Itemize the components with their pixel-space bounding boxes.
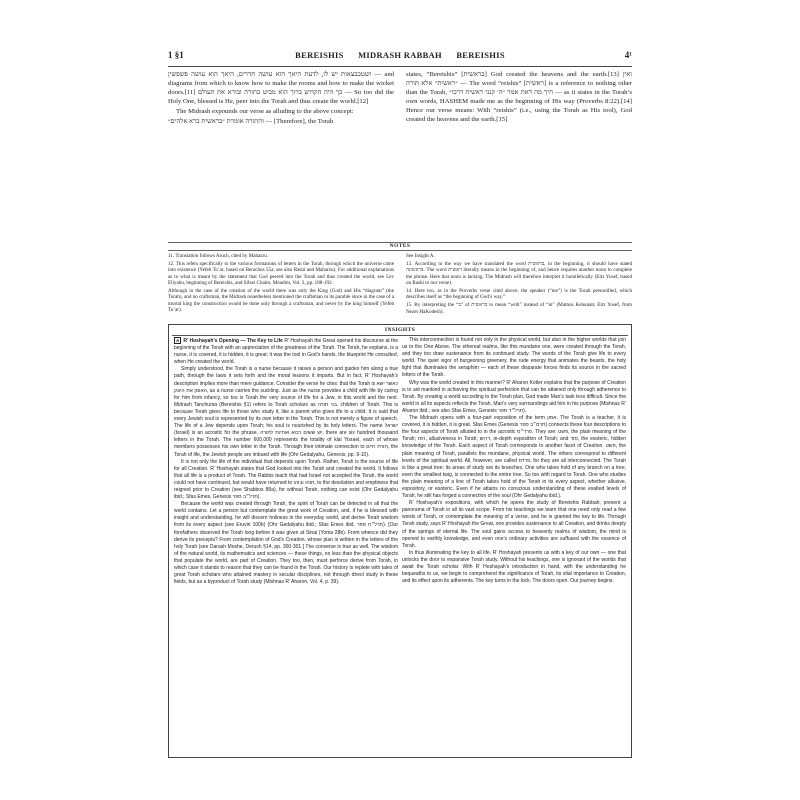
notes-left-column: [168, 253, 394, 323]
notes-section: [168, 253, 632, 323]
note-item: 11. Translation follows Aruch, cited by Maharzu.: [168, 253, 269, 259]
main-text-left-column: [168, 70, 394, 240]
insights-left-column: [174, 337, 398, 753]
insights-columns: [174, 337, 626, 753]
running-title-center: MIDRASH RABBAH: [358, 50, 442, 60]
insight-paragraph: Why was the world created in this manner? R’ Aharon Kotler explains that the purpose of Creation is to aid mankind in achieving the spiritual perfection that can be attained only through adherence to Torah. By creating a world according to the Torah plan, God made Man’s task less difficult. Since the world in all its aspects reflects the Torah, Man’s very surroundings aid him in his purpose (Mishnas R’ Aharon ibid.; see also Sfas Emes, Genesis תרל״ד ספר).: [402, 379, 626, 414]
main-text-right-column: [406, 70, 632, 240]
note-item: 14. Here too, as in the Proverbs verse cited above, the speaker (“me”) is the Torah personified, which describes itself as “the beginning of God’s way.”: [406, 288, 632, 301]
insight-heading: R’ Hoshayah’s Opening — The Key to Life: [183, 338, 283, 344]
insight-paragraph: It is not only the life of the individual that depends upon Torah. Rather, Torah is the source of life for all Creation. R’ Hoshayah states that God looked into the Torah and created the world. It follows that all life is a product of Torah. The Rabbis teach that had Israel not accepted the Torah, the world could not have continued, but would have returned to תוהו ובוהו, to the desolation and emptiness that reigned prior to Creation (see Shabbos 88a), for without Torah, nothing can exist (Ohr Gedalyahu ibid.; Sfas Emes, Genesis תרל״ב ספר).: [174, 458, 398, 501]
insight-paragraph: The Midrash opens with a four-part exposition of the term אמון. The Torah is a teacher, it is covered, it is hidden, it is great. Sfas Emes (Genesis תרמ״ב ספר) connects these four descriptions to the four aspects of Torah alluded to in the acrostic פרד״ס. They are: פשט, the plain meaning of the Torah; רמז, allusiveness in Torah; דרוש, in-depth exposition of Torah; and סוד, the esoteric, hidden knowledge of the Torah. Each aspect of Torah corresponds to another facet of Creation. פשט, the plain meaning of Torah, parallels the mundane, physical world. The others correspond to different levels of the spiritual world. All, however, are called פרדס, for they are all interconnected. The Torah is like a great tree; its areas of study are its branches. One who takes hold of any branch on a tree, even the smallest twig, is connected to the entire tree. So too with regard to Torah. One who studies the plain meaning of a line of Torah takes hold of the Torah in its every aspect, whether allusive, expository, or esoteric. Even if he attains no conscious understanding of these exalted levels of Torah, he still has forged a connection of the soul (Ohr Gedalyahu ibid.).: [402, 415, 626, 500]
insight-paragraph: This interconnection is found not only in the physical world, but also in the higher worlds that join us to the One Above. The ethereal realms, like this mundane one, were created through the Torah, and they too draw sustenance from its continued study. The words of the Torah give life to every world. The quiet vigor of burgeoning greenery, the rude energy that animates the beasts, the holy light that illuminates the seraphim — each of these disparate forces finds its source in the sacred letters of the Torah.: [402, 337, 626, 379]
main-text-paragraph: ושטכבצאות יש לו, לדעת היאך הוא עושה חדרים, היאך הוא עושה פשפשין — and diagrams from which to know how to make the rooms and how to make the wicket doors.[11] כך היה הקדוש ברוך הוא מביט בתורה ובורא את העולם — So too did the Holy One, blessed is He, peer into the Torah and thus create the world.[12]: [168, 71, 395, 106]
running-header: [168, 50, 632, 66]
note-item: Although in the case of the creation of the world there was only the King (God) and His “diagram” (the Torah), and no craftsman, the Midrash nonetheless mentioned the craftsman in its parable since in the case of a mortal king the construction would be done only through a craftsman, and never by the king himself (Yefeh To’ar).: [168, 288, 394, 314]
running-title-right: BEREISHIS: [456, 50, 505, 60]
chapter-section-label: 1 §1: [168, 50, 184, 60]
main-text-paragraph: והתורה אומרת ״בראשית ברא אלהים״ — [Therefore], the Torah: [168, 118, 334, 126]
main-text: [168, 70, 632, 240]
insights-right-column: [402, 337, 626, 753]
note-item: 13. According to the way we have translated the word בראשית, in the beginning, it should have stated בראשונה. The word ראשית literally means in the beginning of, and hence requires another noun to complete the phrase. Here that noun is lacking. The Midrash will therefore interpret it homiletically (Eitz Yosef, based on Rashi to our verse).: [406, 260, 632, 287]
insight-paragraph: R’ Hoshayah’s expositions, with which he opens the study of Bereishis Rabbah, present a panorama of Torah in all its vast scope. From his teachings we learn that one need only read a few words of Torah, or contemplate the meaning of a verse, and he is granted the key to life. Through Torah study, says R’ Hoshayah the Great, one provides sustenance to all Creation, and drinks deeply of the springs of eternal life. The soul gains access to heavenly realms of wisdom, the mind is opened to earthly knowledge, and even one’s ordinary activities are suffused with the essence of Torah.: [402, 500, 626, 549]
note-item: 12. This refers specifically to the various formations of letters in the Torah, through which the universe came into existence (Yefeh To’ar, based on Berachos 55a; see also Rashi and Maharzu). For additional explanations as to what is meant by the statement that God peered into the Torah and thus created the world, see Lev Eliyahu, beginning of Bereishis, and Sifsei Chaim, Moadim, Vol. 3, pp. 188-192.: [168, 260, 394, 287]
main-text-paragraph: states, “Bereishis” [בראשית] God created the heavens and the earth.[13] ואין ״ראשית״ אלא תורה — The word “reishis” [ראשית] is a reference to nothing other than the Torah, היך מה דאת אמר ״ה׳ קנני ראשית דרכו״ — as it states in the Torah’s own words, HASHEM made me as the beginning of His way (Proverbs 8:22).[14] Hence our verse means: With “reishis” (i.e., using the Torah as His tool), God created the heavens and the earth.[15]: [406, 71, 632, 124]
running-title-left: BEREISHIS: [295, 50, 344, 60]
header-rule: [168, 66, 632, 67]
notes-rule-bottom: [168, 250, 632, 251]
note-item: 15. By interpreting the “ב” of בראשית to mean “with” instead of “in” (Matnos Kehunah; Eitz Yosef, from Nezer HaKodesh).: [406, 302, 633, 315]
notes-title: NOTES: [389, 243, 411, 249]
insight-paragraph: [174, 337, 398, 366]
insights-box: [168, 324, 632, 758]
insight-paragraph: Because the world was created through Torah, the spirit of Torah can be detected in all that the world contains. Let a person but contemplate the great work of Creation, and, if he is blessed with insight and understanding, he will discern holiness in the everyday world, and derive Torah wisdom from its every aspect (see Eruvin 100b) (Ohr Gedalyahu ibid.; Sfas Emes ibid. תרל״ח ספר). [Our forefathers observed the Torah long before it was given at Sinai (Yoma 28b). From whence did they derive its precepts? From contemplation of God’s Creation, whose plan is written in the letters of the holy Torah (see Darash Moshe, Derush §14, pp. 300-301.] The converse is true as well. The wisdom of the natural world, its mathematics and sciences — these things, no less than the physical objects that populate the world, are part of Creation. They too, then, must perforce derive from Torah, in which case it stands to reason that they can be found in the Torah. Our history is replete with tales of great Torah scholars who attained mastery in secular disciplines, not through direct study in these fields, but as a byproduct of Torah study (Mishnas R’ Aharon, Vol. 4, p. 39).: [174, 501, 398, 586]
notes-right-column: [406, 253, 632, 323]
insight-badge: A: [176, 338, 180, 343]
page-number: 4¹: [624, 50, 632, 60]
main-text-paragraph: The Midrash expounds our verse as alluding to the above concept:: [176, 108, 354, 116]
insights-title: INSIGHTS: [172, 325, 628, 336]
insight-paragraph: Simply understood, the Torah is a nurse because it raises a person and guides him along a true path, through the laws it sets forth and the moral lessons it imparts. But in fact, R’ Hoshayah’s description implies more than mere guidance. Consider the verse he cites: that the Torah is כאשר ישא האומן את היונק, as a nurse carries the suckling. Just as the nurse provides a child with life by caring for him from infancy, so too is Torah the very source of life for a Jew, in this world and the next. Midrash Tanchuma (Bereishis §1) refers to Torah scholars as בני תורה, children of Torah. This is because Torah gives life to those who study it, like a parent who gives life to a child. It is said that every Jewish soul is represented by its own letter in the Torah. This is not merely a figure of speech. The life of a Jew depends upon Torah; his soul is nourished by its holy letters. The name ישראל (Israel) is an acrostic for the phrase, יש ששים רבוא אותיות לתורה, there are six hundred thousand letters in the Torah. The number 600,000 represents the totality of klal Yisrael, each of whose members possesses his own letter in the Torah. Through their intimate connection to תורת חיים, the Torah of life, the Jewish people are imbued with life (Ohr Gedalyahu, Genesis, pp. 9-10).: [174, 366, 398, 458]
insight-paragraph: In thus illuminating the key to all life, R’ Hoshayah presents us with a key of our own — one that unlocks the door to expansive Torah study. Without his teachings, one is ignorant of the worlds that await the Torah scholar. With R’ Hoshayah’s introduction in hand, with the understanding he bequeaths to us, we begin to comprehend the significance of Torah, its vital importance to Creation, and its effect upon its adherents. The key turns in the lock. The doors open. Our journey begins.: [402, 549, 626, 585]
note-item: See Insight A.: [406, 253, 435, 259]
running-title: [168, 50, 632, 60]
insight-text: R’ Hoshayah the Great opened his discourse at the beginning of the Torah with an appreciation of the greatness of the Torah. The Torah, he explains, is a nurse, it is covered, it is hidden, it is great; it was the tool in God’s hands, the blueprint He consulted, when He created the world.: [174, 338, 398, 366]
